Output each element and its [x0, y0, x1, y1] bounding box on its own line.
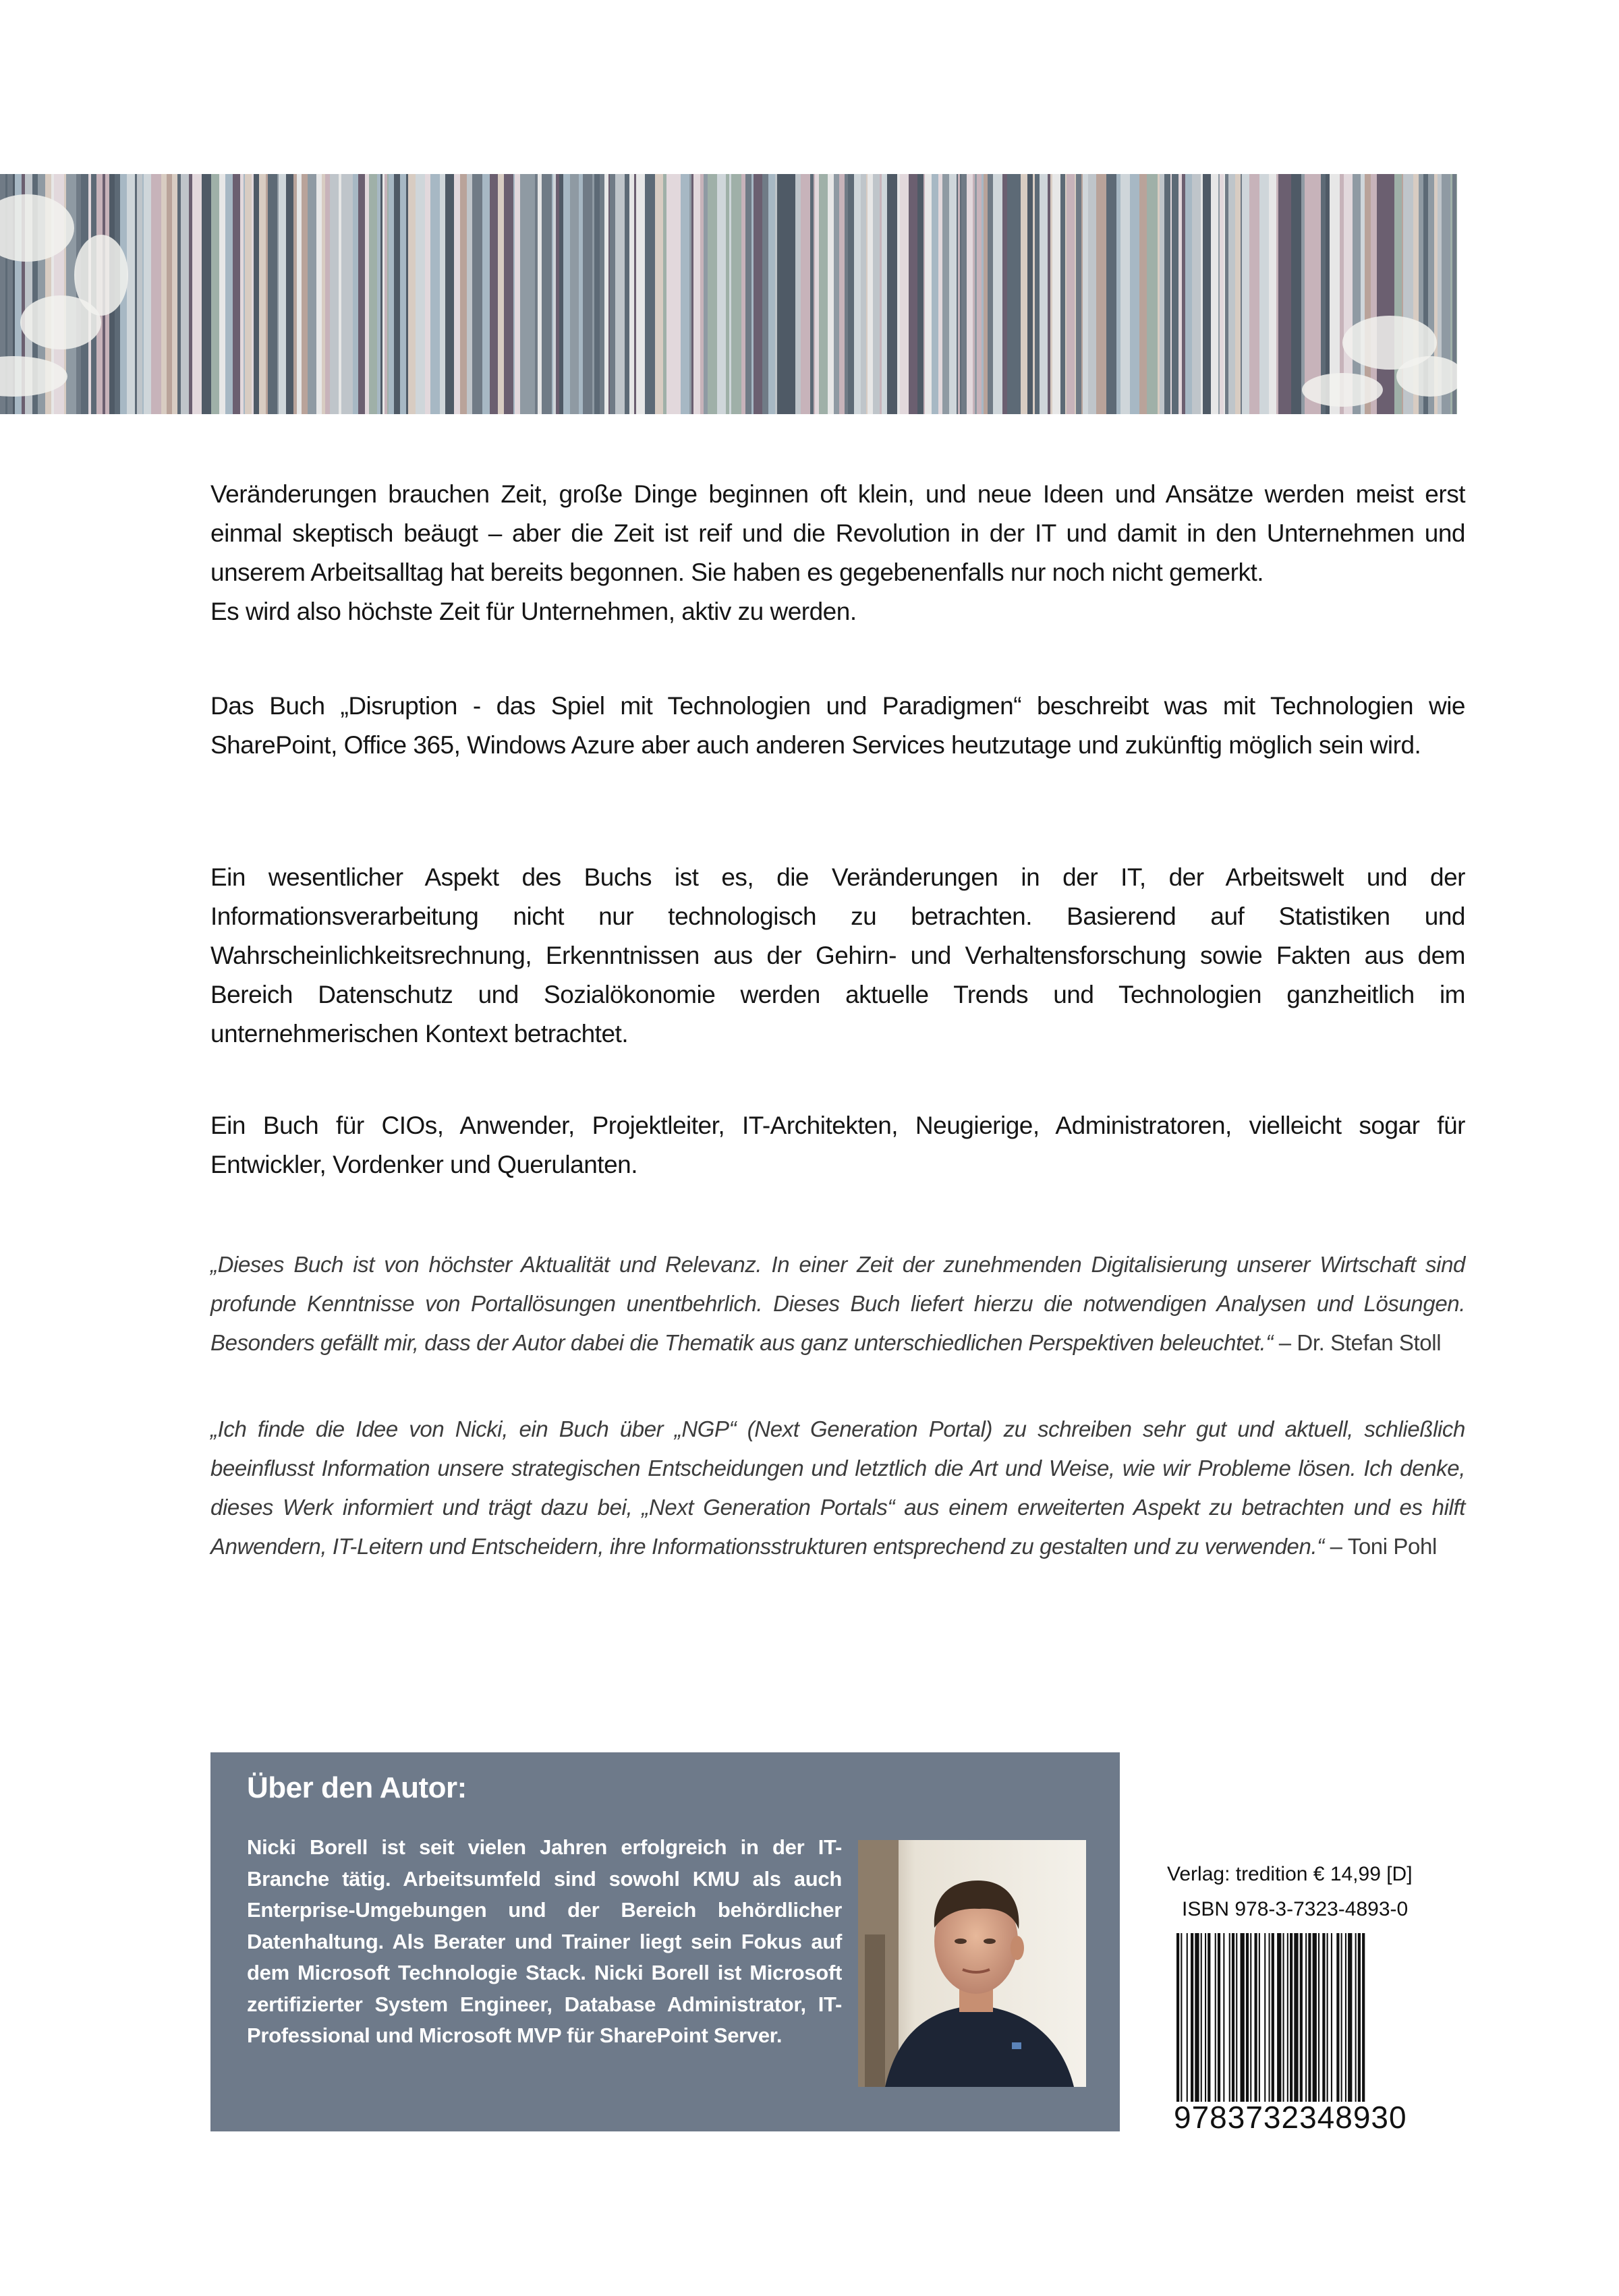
banner-stripe	[676, 174, 681, 414]
banner-stripe	[975, 174, 977, 414]
barcode-bar	[1290, 1933, 1293, 2102]
banner-stripe	[1076, 174, 1081, 414]
banner-stripe	[810, 174, 814, 414]
banner-stripe	[219, 174, 225, 414]
barcode-bar	[1313, 1933, 1317, 2102]
banner-stripe	[1033, 174, 1035, 414]
banner-stripe	[917, 174, 924, 414]
barcode-bar	[1195, 1933, 1199, 2102]
banner-stripe	[348, 174, 353, 414]
description-paragraph-2	[210, 687, 1465, 765]
banner-stripe	[1203, 174, 1211, 414]
banner-stripe	[1269, 174, 1276, 414]
banner-stripe	[406, 174, 408, 414]
banner-stripe	[268, 174, 277, 414]
banner-stripe	[151, 174, 161, 414]
banner-stripe	[389, 174, 394, 414]
banner-stripe	[782, 174, 790, 414]
barcode-bar	[1232, 1933, 1234, 2102]
barcode-bar	[1327, 1933, 1328, 2102]
banner-stripe	[1278, 174, 1284, 414]
barcode-bar	[1341, 1933, 1342, 2102]
banner-stripe	[369, 174, 377, 414]
banner-stripe	[528, 174, 535, 414]
banner-stripe	[472, 174, 482, 414]
barcode-bar	[1229, 1933, 1230, 2102]
banner-stripe	[308, 174, 316, 414]
barcode-bar	[1355, 1933, 1357, 2102]
about-author-heading: Über den Autor:	[247, 1771, 467, 1804]
banner-stripe	[1075, 174, 1076, 414]
banner-stripe	[704, 174, 708, 414]
banner-stripe	[882, 174, 887, 414]
banner-stripe	[1081, 174, 1083, 414]
banner-stripe	[144, 174, 151, 414]
banner-stripe	[801, 174, 810, 414]
banner-stripe	[387, 174, 389, 414]
banner-stripe	[1088, 174, 1096, 414]
banner-stripe	[754, 174, 762, 414]
banner-stripe	[1242, 174, 1249, 414]
banner-stripe	[967, 174, 973, 414]
banner-stripe	[984, 174, 988, 414]
banner-stripe	[866, 174, 868, 414]
banner-stripe	[681, 174, 689, 414]
testimonial-quote-2	[210, 1410, 1465, 1566]
banner-stripe	[167, 174, 172, 414]
banner-splash	[74, 235, 128, 316]
banner-stripe	[513, 174, 515, 414]
banner-stripe	[266, 174, 268, 414]
banner-stripe	[1116, 174, 1120, 414]
banner-stripe	[1096, 174, 1106, 414]
banner-stripe	[1291, 174, 1301, 414]
barcode-bar	[1345, 1933, 1346, 2102]
banner-stripe	[717, 174, 726, 414]
banner-stripe	[924, 174, 925, 414]
banner-stripe	[339, 174, 341, 414]
banner-stripe	[360, 174, 365, 414]
banner-stripe	[259, 174, 266, 414]
banner-stripe	[1276, 174, 1278, 414]
banner-stripe	[828, 174, 834, 414]
banner-stripe	[592, 174, 594, 414]
banner-stripe	[172, 174, 177, 414]
banner-stripe	[982, 174, 984, 414]
barcode-bar	[1259, 1933, 1260, 2102]
banner-stripe	[229, 174, 233, 414]
banner-stripe	[949, 174, 957, 414]
banner-stripe	[958, 174, 960, 414]
banner-stripe	[745, 174, 751, 414]
banner-stripe	[279, 174, 286, 414]
banner-stripe	[663, 174, 666, 414]
banner-stripe	[467, 174, 472, 414]
banner-stripe	[380, 174, 382, 414]
banner-stripe	[202, 174, 211, 414]
barcode-bar	[1201, 1933, 1202, 2102]
banner-stripe	[286, 174, 293, 414]
banner-stripe	[1048, 174, 1050, 414]
banner-stripe	[1083, 174, 1088, 414]
banner-stripe	[440, 174, 445, 414]
banner-stripe	[430, 174, 440, 414]
banner-stripe	[211, 174, 219, 414]
banner-stripe	[1386, 174, 1394, 414]
banner-stripe	[689, 174, 691, 414]
banner-stripe	[1130, 174, 1139, 414]
banner-stripe	[189, 174, 192, 414]
banner-stripe	[1235, 174, 1239, 414]
banner-stripe	[520, 174, 528, 414]
banner-stripe	[815, 174, 819, 414]
banner-stripe	[1241, 174, 1242, 414]
barcode-bar	[1246, 1933, 1249, 2102]
banner-stripe	[1182, 174, 1185, 414]
banner-stripe	[814, 174, 815, 414]
banner-stripe	[1106, 174, 1116, 414]
banner-stripe	[1035, 174, 1040, 414]
description-paragraph-4	[210, 1106, 1465, 1184]
banner-stripe	[977, 174, 979, 414]
banner-stripe	[993, 174, 1002, 414]
banner-stripe	[385, 174, 387, 414]
paragraph-4-text: Ein Buch für CIOs, Anwender, Projektleiter, IT-Architekten, Neugierige, Administratoren, vielleicht sogar für Entwickler, Vordenker und Querulanten.	[210, 1112, 1465, 1178]
isbn-barcode	[1174, 1933, 1450, 2102]
banner-stripe	[854, 174, 861, 414]
banner-stripe	[181, 174, 189, 414]
banner-stripe	[693, 174, 700, 414]
banner-stripe	[297, 174, 300, 414]
banner-stripe	[741, 174, 745, 414]
banner-stripe	[445, 174, 454, 414]
publisher-price-line: Verlag: tredition € 14,99 [D]	[1167, 1863, 1413, 1885]
banner-stripe	[1211, 174, 1218, 414]
banner-stripe	[629, 174, 634, 414]
paragraph-1-text: Veränderungen brauchen Zeit, große Dinge beginnen oft klein, und neue Ideen und Ansätze werden meist erst einmal skeptisch beäugt – aber die Zeit ist reif und die Revolution in der IT und damit in den Unternehmen und unserem Arbeitsalltag hat bereits begonnen. Sie haben es gegebenenfalls nur noch nicht gemerkt.	[210, 480, 1465, 586]
banner-stripe	[655, 174, 663, 414]
banner-stripe	[400, 174, 406, 414]
banner-stripe	[341, 174, 348, 414]
barcode-bar	[1218, 1933, 1220, 2102]
banner-stripe	[553, 174, 556, 414]
barcode-bar	[1300, 1933, 1303, 2102]
banner-stripe	[1050, 174, 1052, 414]
banner-stripe	[1040, 174, 1048, 414]
isbn-text: ISBN 978-3-7323-4893-0	[1182, 1898, 1409, 1920]
banner-stripe	[1218, 174, 1220, 414]
barcode-bar	[1305, 1933, 1307, 2102]
description-paragraph-3	[210, 858, 1465, 1054]
banner-stripe	[460, 174, 467, 414]
barcode-bar	[1269, 1933, 1270, 2102]
barcode-number: 9783732348930	[1174, 2100, 1407, 2135]
banner-stripe	[625, 174, 629, 414]
barcode-bar	[1223, 1933, 1224, 2102]
banner-stripe	[66, 174, 76, 414]
banner-stripe	[957, 174, 958, 414]
banner-stripe	[691, 174, 693, 414]
banner-stripe	[240, 174, 244, 414]
banner-stripe	[604, 174, 608, 414]
banner-stripe	[1201, 174, 1203, 414]
barcode-bar	[1181, 1933, 1182, 2102]
banner-stripe	[1185, 174, 1192, 414]
banner-stripe	[726, 174, 729, 414]
quote-2-text: „Ich finde die Idee von Nicki, ein Buch über „NGP“ (Next Generation Portal) zu schreiben sehr gut und aktuell, schließlich beeinflusst Information unsere strategischen Entscheidungen und letztlich die Art und Weise, wie wir Probleme lösen. Ich denke, dieses Werk informiert und trägt dazu bei, „Next Generation Portals“ aus einem erweiterten Aspekt zu betrachten und es hilft Anwendern, IT-Leitern und Entscheidern, ihre Informationsstrukturen entsprechend zu gestalten und zu verwenden.“	[210, 1416, 1465, 1559]
banner-stripe	[135, 174, 137, 414]
banner-stripe	[777, 174, 782, 414]
barcode-bar	[1215, 1933, 1216, 2102]
banner-stripe	[482, 174, 490, 414]
banner-stripe	[1371, 174, 1377, 414]
banner-stripe	[1228, 174, 1235, 414]
banner-stripe	[834, 174, 839, 414]
banner-stripe	[1225, 174, 1228, 414]
banner-stripe	[1284, 174, 1291, 414]
banner-stripe	[570, 174, 579, 414]
banner-stripe	[563, 174, 570, 414]
banner-stripe	[192, 174, 202, 414]
banner-stripe	[938, 174, 942, 414]
banner-stripe	[377, 174, 380, 414]
barcode-bar	[1241, 1933, 1245, 2102]
banner-stripe	[252, 174, 254, 414]
banner-stripe	[932, 174, 938, 414]
banner-stripe	[1052, 174, 1060, 414]
banner-stripe	[425, 174, 430, 414]
banner-stripe	[382, 174, 385, 414]
banner-stripe	[498, 174, 504, 414]
banner-stripe	[245, 174, 252, 414]
barcode-bar	[1362, 1933, 1365, 2102]
banner-stripe	[1160, 174, 1164, 414]
banner-stripe	[225, 174, 229, 414]
banner-stripe	[873, 174, 880, 414]
banner-stripe	[504, 174, 513, 414]
glitch-stripes-graphic	[0, 174, 1457, 414]
banner-stripe	[1147, 174, 1154, 414]
barcode-bar	[1176, 1933, 1179, 2102]
banner-stripe	[608, 174, 610, 414]
banner-stripe	[700, 174, 704, 414]
banner-stripe	[973, 174, 975, 414]
banner-stripe	[768, 174, 775, 414]
banner-stripe	[988, 174, 993, 414]
banner-stripe	[1170, 174, 1172, 414]
banner-stripe	[454, 174, 460, 414]
barcode-bar	[1283, 1933, 1284, 2102]
barcode-bar	[1294, 1933, 1298, 2102]
banner-stripe	[880, 174, 882, 414]
barcode-bar	[1272, 1933, 1274, 2102]
banner-stripe	[666, 174, 676, 414]
banner-stripe	[1377, 174, 1386, 414]
barcode-bar	[1308, 1933, 1311, 2102]
banner-stripe	[651, 174, 655, 414]
banner-stripe	[538, 174, 542, 414]
banner-stripe	[819, 174, 828, 414]
barcode-bar	[1191, 1933, 1193, 2102]
banner-stripe	[961, 174, 967, 414]
banner-stripe	[358, 174, 360, 414]
banner-stripe	[559, 174, 563, 414]
banner-stripe	[515, 174, 520, 414]
banner-stripe	[751, 174, 754, 414]
banner-stripe	[556, 174, 559, 414]
banner-stripe	[868, 174, 873, 414]
barcode-bar	[1336, 1933, 1339, 2102]
quote-1-attribution: – Dr. Stefan Stoll	[1272, 1330, 1442, 1355]
banner-stripe	[579, 174, 583, 414]
banner-stripe	[277, 174, 279, 414]
author-portrait-graphic	[858, 1840, 1086, 2087]
author-photo	[858, 1840, 1086, 2087]
barcode-bar	[1277, 1933, 1281, 2102]
banner-stripe	[1154, 174, 1158, 414]
quote-1-text: „Dieses Buch ist von höchster Aktualität und Relevanz. In einer Zeit der zunehmenden Digitalisierung unserer Wirtschaft sind profunde Kenntnisse von Portallösungen unentbehrlich. Dieses Buch liefert hierzu die notwendigen Analysen und Lösungen. Besonders gefällt mir, dass der Autor dabei die Thematik aus ganz unterschiedlichen Perspektiven beleuchtet.“	[210, 1252, 1465, 1355]
banner-stripe	[925, 174, 932, 414]
barcode-bar	[1187, 1933, 1188, 2102]
banner-stripe	[731, 174, 741, 414]
banner-stripe	[1164, 174, 1170, 414]
banner-stripe	[1139, 174, 1144, 414]
about-author-box	[210, 1752, 1120, 2131]
paragraph-3-text: Ein wesentlicher Aspekt des Buchs ist es, die Veränderungen in der IT, der Arbeitswelt und der Informationsverarbeitung nicht nur technologisch zu betrachten. Basierend auf Statistiken und Wahrscheinlichkeitsrechnung, Erkenntnissen aus der Gehirn- und Verhaltensforschung sowie Fakten aus dem Bereich Datenschutz und Sozialökonomie werden aktuelle Trends und Technologien ganzheitlich im unternehmerischen Kontext betrachtet.	[210, 863, 1465, 1047]
banner-stripe	[1239, 174, 1241, 414]
testimonial-quote-1	[210, 1245, 1465, 1362]
banner-stripe	[161, 174, 167, 414]
banner-stripe	[897, 174, 900, 414]
banner-stripe	[1220, 174, 1224, 414]
banner-stripe	[1067, 174, 1075, 414]
banner-stripe	[542, 174, 552, 414]
banner-stripe	[137, 174, 142, 414]
banner-stripe	[316, 174, 322, 414]
banner-stripe	[408, 174, 416, 414]
banner-stripe	[594, 174, 600, 414]
banner-stripe	[244, 174, 245, 414]
banner-stripe	[861, 174, 866, 414]
banner-stripe	[1178, 174, 1182, 414]
banner-stripe	[942, 174, 949, 414]
banner-stripe	[127, 174, 135, 414]
banner-stripe	[394, 174, 400, 414]
banner-stripe	[490, 174, 498, 414]
banner-stripe	[325, 174, 326, 414]
banner-stripe	[790, 174, 795, 414]
banner-stripe	[293, 174, 297, 414]
banner-splash	[1302, 373, 1383, 407]
banner-stripe	[887, 174, 897, 414]
banner-stripe	[1224, 174, 1225, 414]
banner-stripe	[708, 174, 717, 414]
banner-stripe	[729, 174, 731, 414]
banner-stripe	[839, 174, 845, 414]
banner-stripe	[535, 174, 538, 414]
banner-stripe	[322, 174, 325, 414]
barcode-bar	[1205, 1933, 1206, 2102]
banner-stripe	[600, 174, 604, 414]
barcode-bar	[1236, 1933, 1237, 2102]
banner-stripe	[302, 174, 308, 414]
banner-stripe	[634, 174, 636, 414]
barcode-bar	[1322, 1933, 1325, 2102]
banner-stripe	[610, 174, 615, 414]
barcode-bar	[1250, 1933, 1251, 2102]
banner-stripe	[1305, 174, 1312, 414]
banner-stripe	[645, 174, 651, 414]
banner-stripe	[1192, 174, 1201, 414]
banner-stripe	[1301, 174, 1305, 414]
banner-stripe	[1013, 174, 1021, 414]
banner-stripe	[1249, 174, 1259, 414]
banner-stripe	[1065, 174, 1067, 414]
barcode-bar	[1318, 1933, 1319, 2102]
banner-stripe	[233, 174, 240, 414]
banner-stripe	[1172, 174, 1178, 414]
author-bio-text: Nicki Borell ist seit vielen Jahren erfolgreich in der IT-Branche tätig. Arbeitsumfeld sind sowohl KMU als auch Enterprise-Umgebungen und der Bereich behördlicher Datenhaltung. Als Berater und Trainer liegt sein Fokus auf dem Microsoft Technologie Stack. Nicki Borell ist Microsoft zertifizierter System Engineer, Database Administrator, IT-Professional und Microsoft MVP für SharePoint Server.	[247, 1835, 842, 2047]
barcode-bar	[1255, 1933, 1257, 2102]
banner-stripe	[300, 174, 302, 414]
banner-stripe	[353, 174, 358, 414]
banner-stripe	[330, 174, 339, 414]
description-paragraph-1	[210, 475, 1465, 631]
barcode-bar	[1208, 1933, 1210, 2102]
banner-stripe	[615, 174, 625, 414]
barcode-bar	[1348, 1933, 1352, 2102]
banner-stripe	[1259, 174, 1269, 414]
banner-stripe	[583, 174, 592, 414]
banner-stripe	[1021, 174, 1027, 414]
banner-stripe	[848, 174, 854, 414]
banner-stripe	[1158, 174, 1160, 414]
banner-stripe	[416, 174, 425, 414]
banner-stripe	[795, 174, 801, 414]
barcode-bar	[1287, 1933, 1288, 2102]
banner-stripe	[1027, 174, 1033, 414]
banner-stripe	[636, 174, 645, 414]
banner-stripe	[1120, 174, 1130, 414]
barcode-bar	[1264, 1933, 1266, 2102]
banner-stripe	[1144, 174, 1147, 414]
banner-stripe	[552, 174, 553, 414]
banner-stripe	[142, 174, 144, 414]
banner-stripe	[960, 174, 961, 414]
banner-stripe	[326, 174, 330, 414]
barcode-bar	[1358, 1933, 1361, 2102]
banner-stripe	[775, 174, 777, 414]
quote-2-attribution: – Toni Pohl	[1324, 1534, 1437, 1559]
banner-stripe	[365, 174, 369, 414]
banner-stripe	[845, 174, 848, 414]
banner-stripe	[1060, 174, 1065, 414]
banner-stripe	[762, 174, 768, 414]
banner-stripe	[979, 174, 982, 414]
paragraph-1b-text: Es wird also höchste Zeit für Unternehmen, aktiv zu werden.	[210, 598, 857, 625]
banner-stripe	[900, 174, 909, 414]
cover-banner-image	[0, 174, 1457, 414]
banner-stripe	[254, 174, 259, 414]
barcode-bar	[1331, 1933, 1332, 2102]
banner-stripe	[1002, 174, 1007, 414]
banner-stripe	[177, 174, 181, 414]
banner-stripe	[1007, 174, 1013, 414]
paragraph-2-text: Das Buch „Disruption - das Spiel mit Technologien und Paradigmen“ beschreibt was mit Technologien wie SharePoint, Office 365, Windows Azure aber auch anderen Services heutzutage und zukünftig möglich sein wird.	[210, 692, 1465, 759]
banner-stripe	[909, 174, 917, 414]
